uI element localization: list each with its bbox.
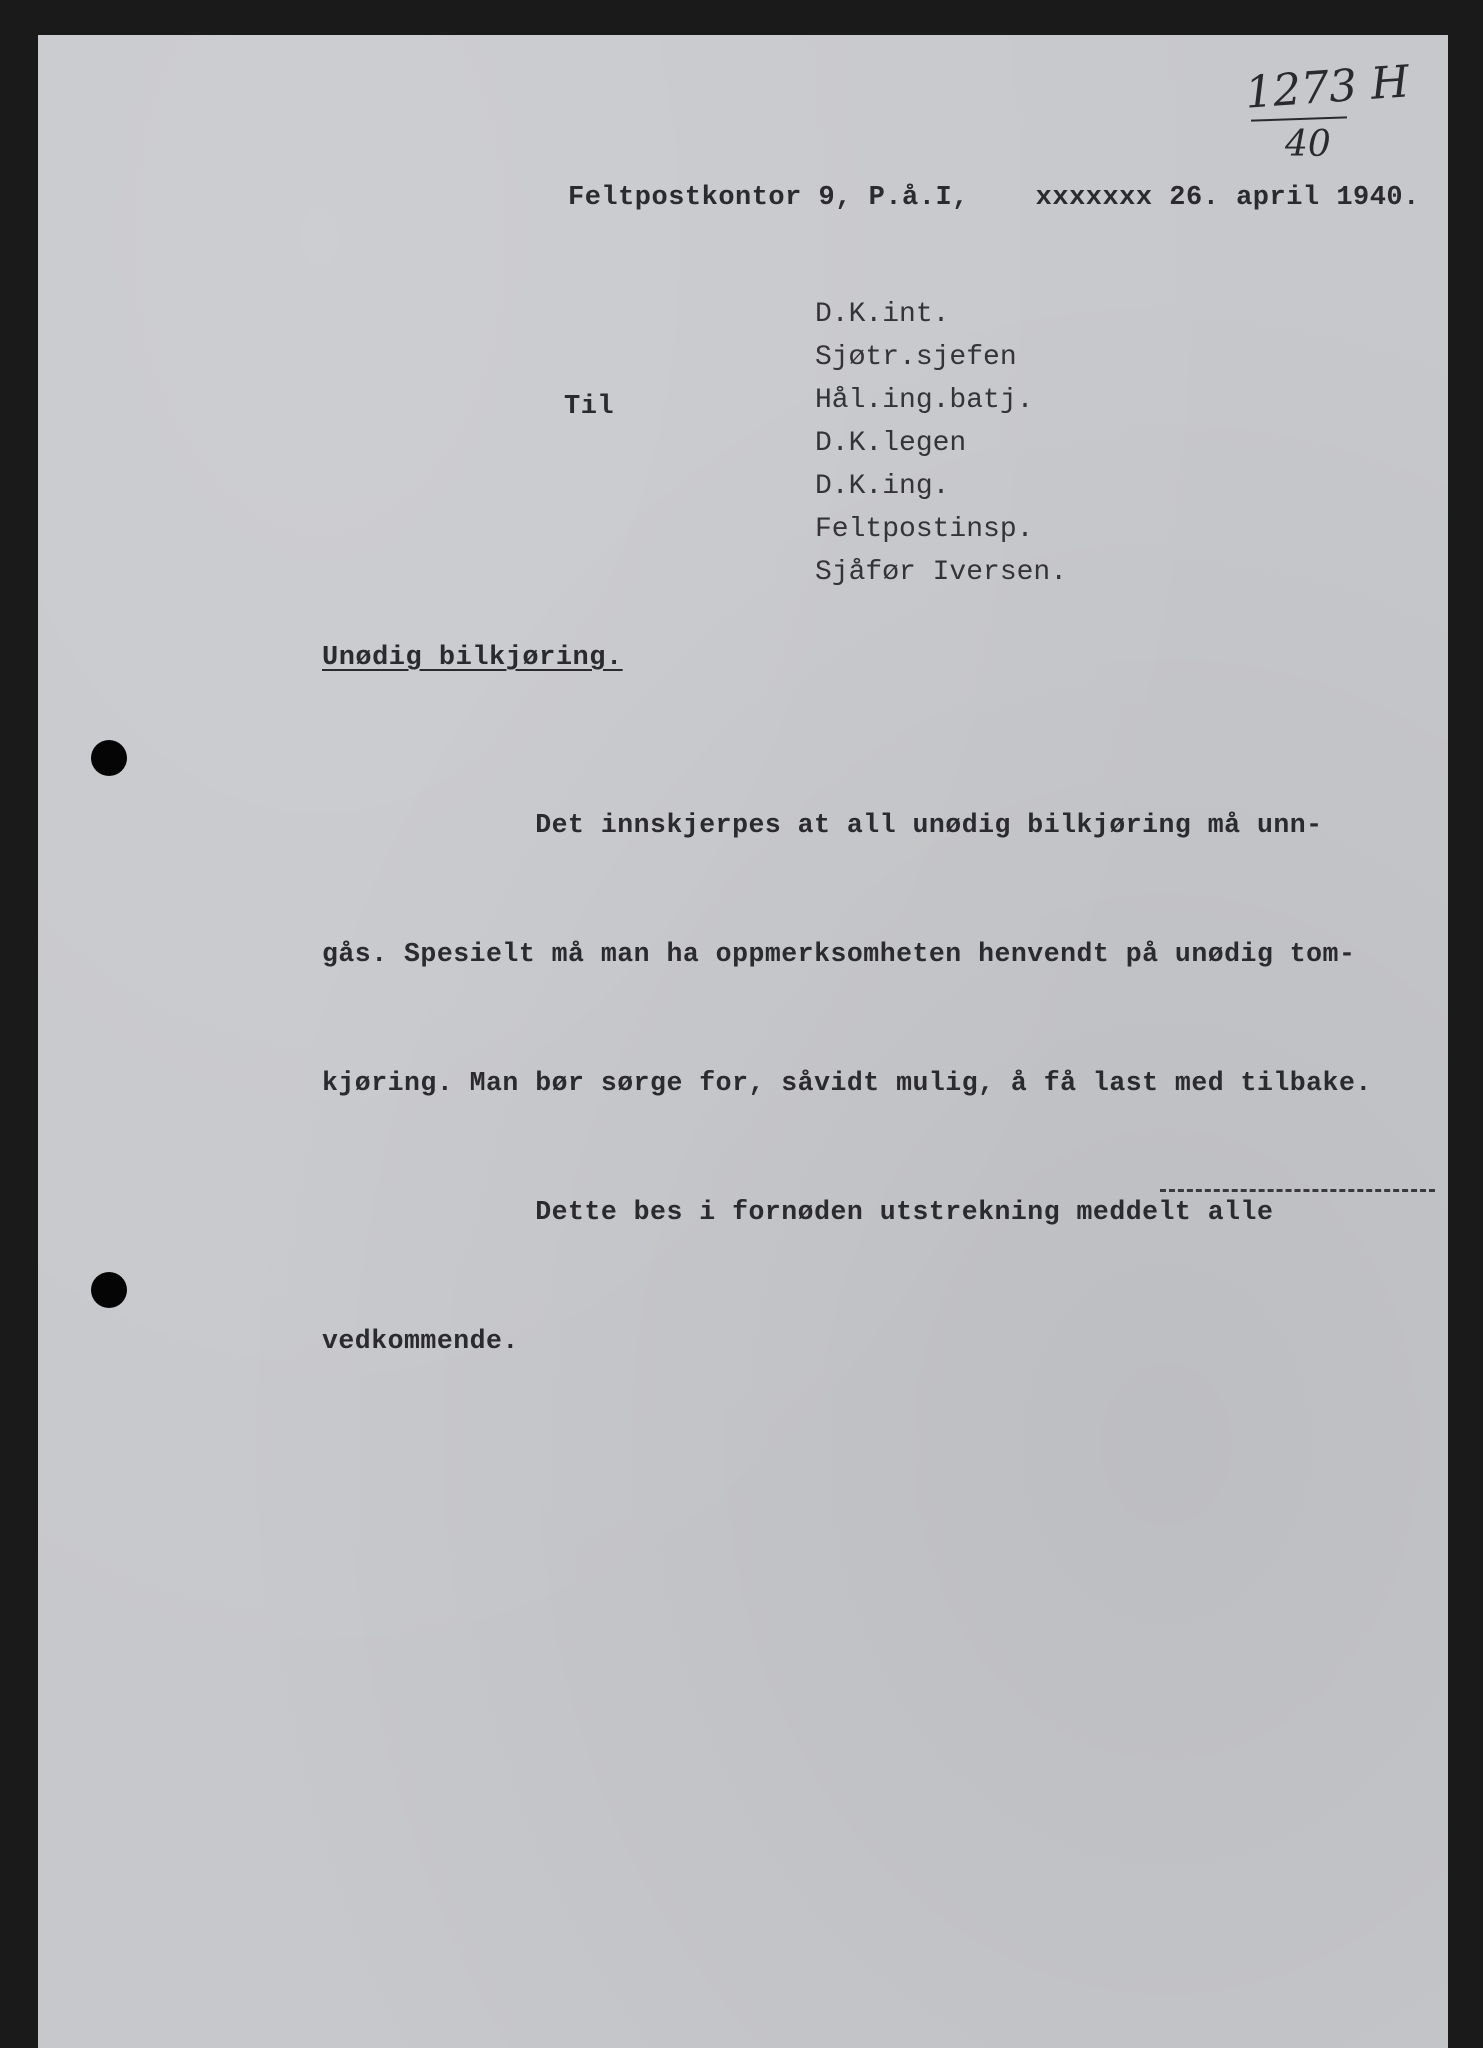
- body-line: vedkommende.: [322, 1326, 519, 1356]
- body-line: gås. Spesielt må man ha oppmerksomheten henvendt på unødig tom-: [322, 939, 1356, 969]
- recipient-item: Hål.ing.batj.: [815, 385, 1034, 416]
- dateline: Feltpostkontor 9, P.å.I, xxxxxxx 26. april 1940.: [568, 183, 1420, 213]
- archive-number-bottom: 40: [1285, 124, 1331, 165]
- addressee-label: Til: [564, 392, 615, 422]
- recipient-item: D.K.ing.: [815, 471, 950, 502]
- recipient-item: Feltpostinsp.: [815, 514, 1034, 545]
- closing-dash-rule: [1160, 1189, 1435, 1192]
- recipient-item: Sjåfør Iversen.: [815, 557, 1068, 588]
- archive-number-top: 1273 H: [1243, 56, 1411, 119]
- recipient-item: D.K.int.: [815, 299, 950, 330]
- recipient-item: D.K.legen: [815, 428, 967, 459]
- recipient-item: Sjøtr.sjefen: [815, 342, 1017, 373]
- subject-heading: Unødig bilkjøring.: [322, 643, 623, 673]
- body-line: Det innskjerpes at all unødig bilkjøring må unn-: [322, 810, 1323, 840]
- punch-hole-top: [91, 740, 127, 776]
- body-line: kjøring. Man bør sørge for, såvidt mulig, å få last med tilbake.: [322, 1068, 1372, 1098]
- punch-hole-bottom: [91, 1272, 127, 1308]
- recipient-list: [815, 293, 1067, 594]
- body-line: Dette bes i fornøden utstrekning meddelt alle: [322, 1197, 1274, 1227]
- body-text: [322, 718, 1442, 1406]
- handwritten-archive-number: [1243, 56, 1415, 167]
